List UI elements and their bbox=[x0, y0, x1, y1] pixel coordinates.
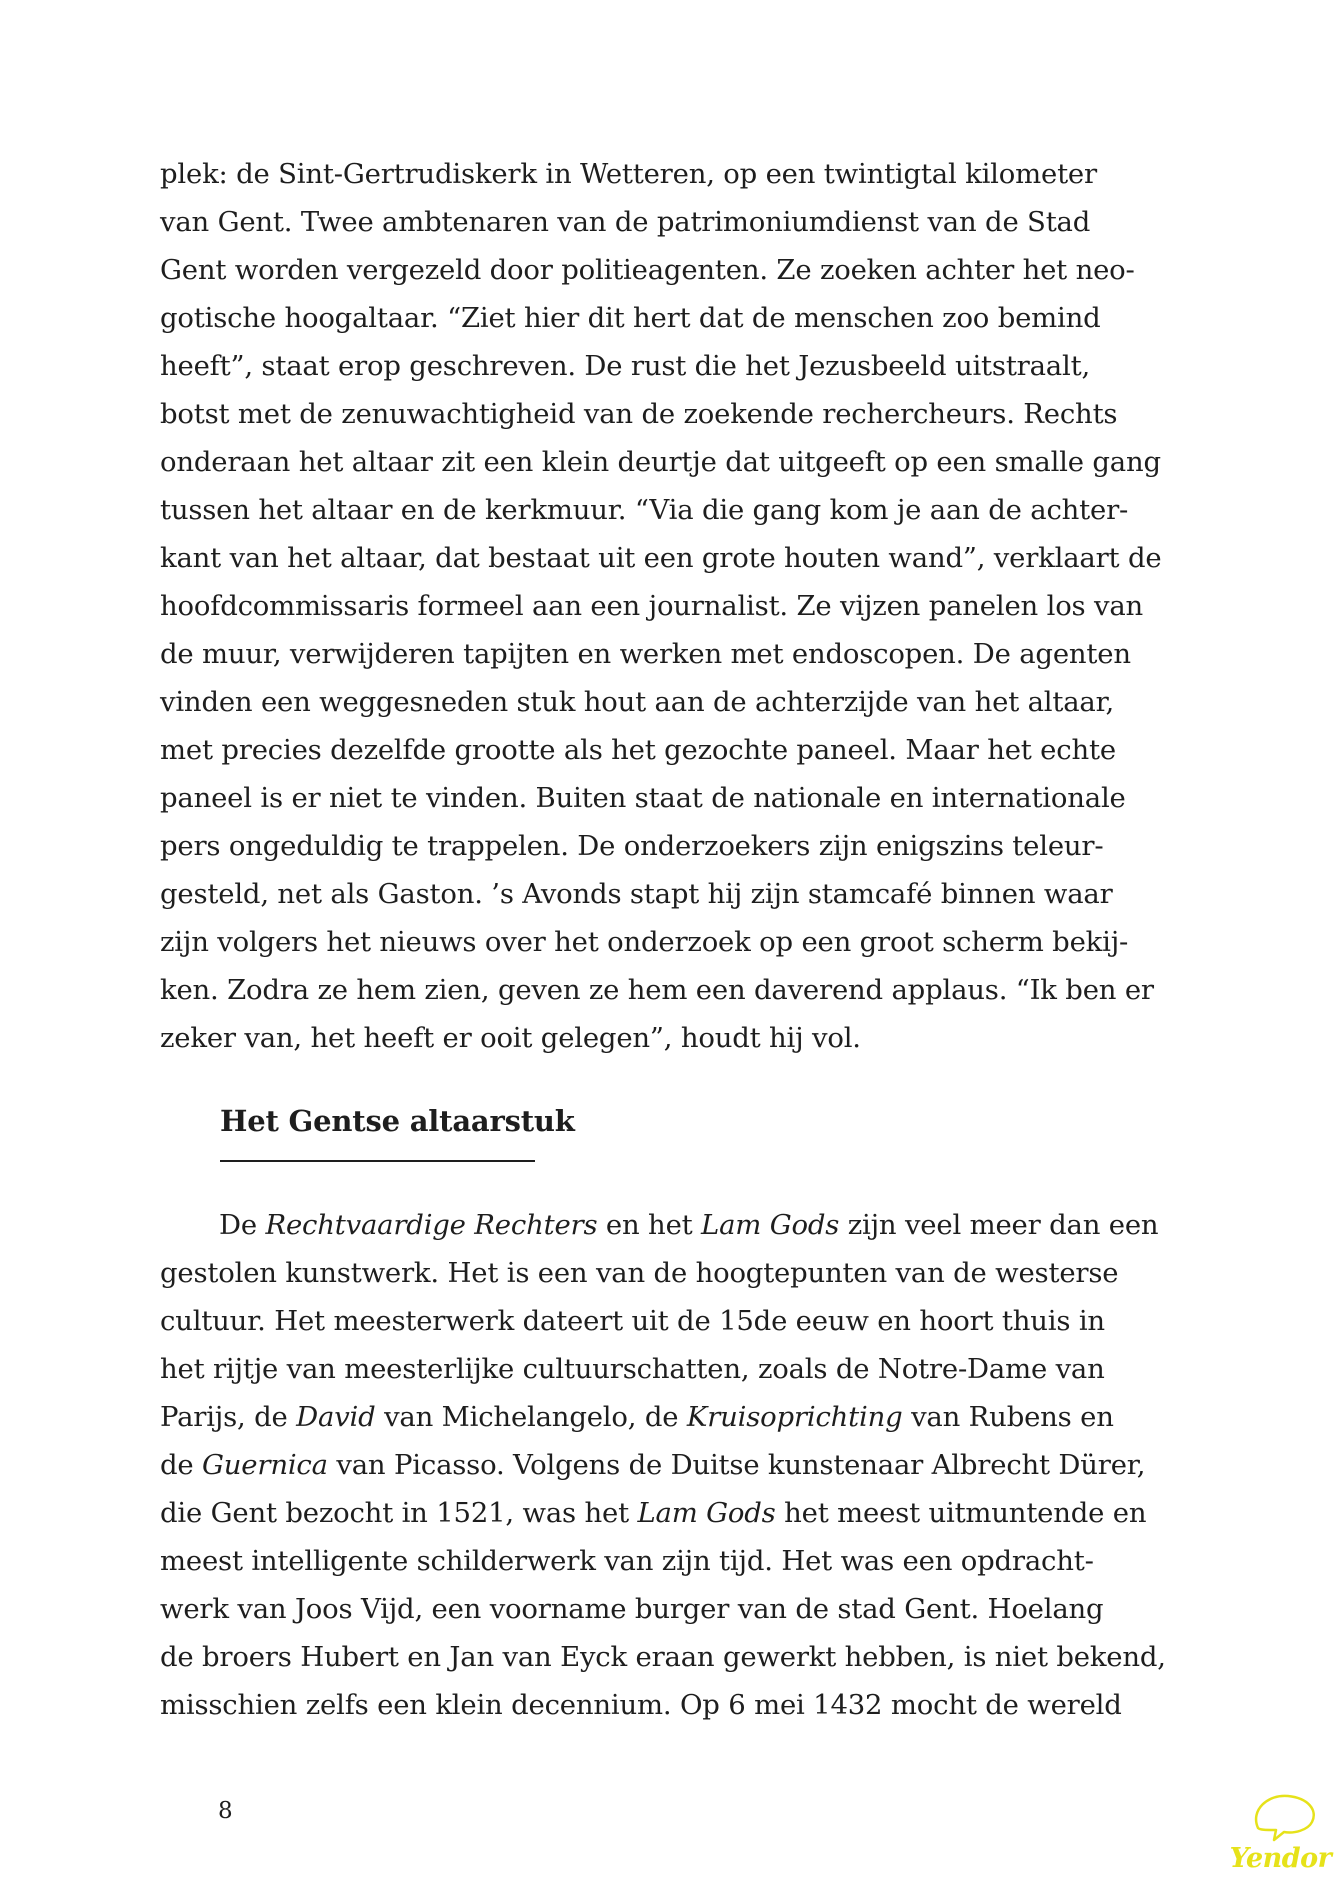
text-segment: De bbox=[219, 1209, 266, 1241]
text-segment: van Michelangelo, de bbox=[375, 1401, 687, 1433]
text-line: plek: de Sint-Gertrudiskerk in Wetteren, op een twintigtal kilometer bbox=[160, 158, 1097, 190]
text-line: de broers Hubert en Jan van Eyck eraan gewerkt hebben, is niet bekend, bbox=[160, 1641, 1166, 1673]
text-line: zeker van, het heeft er ooit gelegen”, houdt hij vol. bbox=[160, 1022, 861, 1054]
section-heading: Het Gentse altaarstuk bbox=[220, 1104, 575, 1138]
text-segment: het meest uitmuntende en bbox=[775, 1497, 1147, 1529]
text-line: zijn volgers het nieuws over het onderzoek op een groot scherm bekij- bbox=[160, 926, 1129, 958]
text-line bbox=[160, 1489, 1160, 1537]
italic-title: Guernica bbox=[202, 1449, 328, 1481]
text-line: gesteld, net als Gaston. ’s Avonds stapt hij zijn stamcafé binnen waar bbox=[160, 878, 1113, 910]
text-line: met precies dezelfde grootte als het gezochte paneel. Maar het echte bbox=[160, 734, 1116, 766]
text-segment: en het bbox=[597, 1209, 702, 1241]
italic-title: David bbox=[296, 1401, 376, 1433]
text-line: werk van Joos Vijd, een voorname burger van de stad Gent. Hoelang bbox=[160, 1593, 1104, 1625]
text-line: tussen het altaar en de kerkmuur. “Via die gang kom je aan de achter- bbox=[160, 494, 1129, 526]
text-line: hoofdcommissaris formeel aan een journalist. Ze vijzen panelen los van bbox=[160, 590, 1144, 622]
text-line: misschien zelfs een klein decennium. Op 6 mei 1432 mocht de wereld bbox=[160, 1689, 1122, 1721]
watermark-text: Yendor bbox=[1229, 1843, 1332, 1874]
text-line: paneel is er niet te vinden. Buiten staat de nationale en internationale bbox=[160, 782, 1126, 814]
text-line bbox=[160, 1441, 1160, 1489]
heading-underline bbox=[220, 1160, 535, 1162]
text-line: gotische hoogaltaar. “Ziet hier dit hert dat de menschen zoo bemind bbox=[160, 302, 1101, 334]
top-paragraph bbox=[160, 150, 1160, 1062]
text-segment: Parijs, de bbox=[160, 1401, 297, 1433]
text-line: cultuur. Het meesterwerk dateert uit de 15de eeuw en hoort thuis in bbox=[160, 1305, 1105, 1337]
text-segment: zijn veel meer dan een bbox=[839, 1209, 1159, 1241]
text-segment: van Rubens en bbox=[902, 1401, 1114, 1433]
page-number: 8 bbox=[218, 1798, 233, 1824]
text-line bbox=[160, 1201, 1160, 1249]
text-line: gestolen kunstwerk. Het is een van de hoogtepunten van de westerse bbox=[160, 1257, 1119, 1289]
italic-title: Lam Gods bbox=[637, 1497, 776, 1529]
text-segment: die Gent bezocht in 1521, was het bbox=[160, 1497, 638, 1529]
text-line: kant van het altaar, dat bestaat uit een grote houten wand”, verklaart de bbox=[160, 542, 1162, 574]
italic-title: Rechtvaardige Rechters bbox=[265, 1209, 598, 1241]
text-line: van Gent. Twee ambtenaren van de patrimoniumdienst van de Stad bbox=[160, 206, 1091, 238]
bottom-paragraph bbox=[160, 1201, 1166, 1729]
text-line: pers ongeduldig te trappelen. De onderzoekers zijn enigszins teleur- bbox=[160, 830, 1104, 862]
watermark-logo bbox=[1228, 1780, 1333, 1880]
text-line: de muur, verwijderen tapijten en werken met endoscopen. De agenten bbox=[160, 638, 1131, 670]
text-line: onderaan het altaar zit een klein deurtje dat uitgeeft op een smalle gang bbox=[160, 446, 1161, 478]
text-line: heeft”, staat erop geschreven. De rust die het Jezusbeeld uitstraalt, bbox=[160, 350, 1090, 382]
text-line: botst met de zenuwachtigheid van de zoekende rechercheurs. Rechts bbox=[160, 398, 1118, 430]
text-line bbox=[160, 1393, 1160, 1441]
text-line: vinden een weggesneden stuk hout aan de achterzijde van het altaar, bbox=[160, 686, 1115, 718]
text-segment: de bbox=[160, 1449, 203, 1481]
italic-title: Kruisoprichting bbox=[686, 1401, 903, 1433]
italic-title: Lam Gods bbox=[701, 1209, 840, 1241]
text-line: het rijtje van meesterlijke cultuurschatten, zoals de Notre-Dame van bbox=[160, 1353, 1105, 1385]
text-line: ken. Zodra ze hem zien, geven ze hem een daverend applaus. “Ik ben er bbox=[160, 974, 1154, 1006]
text-line: meest intelligente schilderwerk van zijn tijd. Het was een opdracht- bbox=[160, 1545, 1094, 1577]
text-line: Gent worden vergezeld door politieagenten. Ze zoeken achter het neo- bbox=[160, 254, 1135, 286]
text-segment: van Picasso. Volgens de Duitse kunstenaar Albrecht Dürer, bbox=[327, 1449, 1146, 1481]
